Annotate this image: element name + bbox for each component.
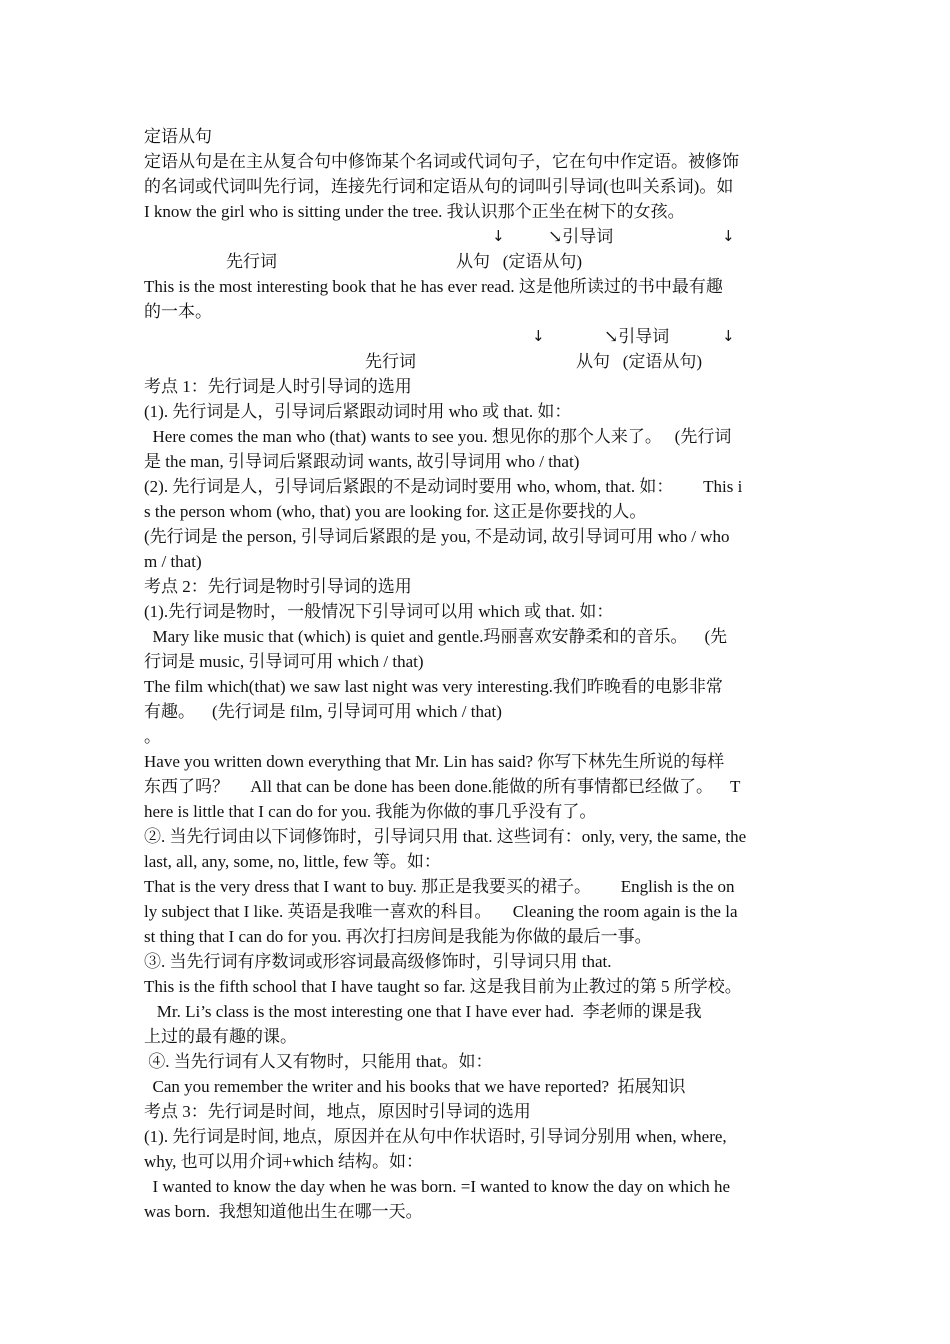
text-line: ②. 当先行词由以下词修饰时，引导词只用 that. 这些词有：only, very, the same, the: [144, 827, 747, 846]
text-line: I know the girl who is sitting under the tree. 我认识那个正坐在树下的女孩。: [144, 202, 685, 221]
text-line: Can you remember the writer and his books that we have reported? 拓展知识: [144, 1077, 686, 1096]
text-line: here is little that I can do for you. 我能为你做的事几乎没有了。: [144, 802, 597, 821]
text-line: That is the very dress that I want to buy. 那正是我要买的裙子。 English is the on: [144, 877, 735, 896]
text-line: ③. 当先行词有序数词或形容词最高级修饰时，引导词只用 that.: [144, 952, 612, 971]
text-line: 的一本。: [144, 302, 212, 321]
text-line: (1). 先行词是人，引导词后紧跟动词时用 who 或 that. 如：: [144, 402, 572, 421]
down-arrow-icon: ↓: [722, 227, 735, 245]
text-line: s the person whom (who, that) you are looking for. 这正是你要找的人。: [144, 502, 647, 521]
text-line: ly subject that I like. 英语是我唯一喜欢的科目。 Cleaning the room again is the la: [144, 902, 738, 921]
down-arrow-icon: ↓: [492, 227, 505, 245]
text-line: 东西了吗？ All that can be done has been done.能做的所有事情都已经做了。 T: [144, 777, 741, 796]
text-line: The film which(that) we saw last night was very interesting.我们昨晚看的电影非常: [144, 677, 723, 696]
text-line: I wanted to know the day when he was born. =I wanted to know the day on which he: [144, 1177, 731, 1196]
text-line: This is the most interesting book that he has ever read. 这是他所读过的书中最有趣: [144, 277, 723, 296]
text-line: (2). 先行词是人，引导词后紧跟的不是动词时要用 who, whom, that. 如： This i: [144, 477, 743, 496]
text-line: why, 也可以用介词+which 结构。如：: [144, 1152, 424, 1171]
text-line: Here comes the man who (that) wants to see you. 想见你的那个人来了。 (先行词: [144, 427, 732, 446]
antecedent-label: 先行词: [365, 352, 416, 371]
text-line: (先行词是 the person, 引导词后紧跟的是 you, 不是动词, 故引导词可用 who / who: [144, 527, 730, 546]
text-line: 的名词或代词叫先行词，连接先行词和定语从句的词叫引导词(也叫关系词)。如: [144, 177, 734, 196]
text-line: This is the fifth school that I have taught so far. 这是我目前为止教过的第 5 所学校。: [144, 977, 742, 996]
text-line: Mr. Li’s class is the most interesting one that I have ever had. 李老师的课是我: [144, 1002, 702, 1021]
down-arrow-icon: ↓: [722, 327, 735, 345]
text-line: (1). 先行词是时间, 地点，原因并在从句中作状语时, 引导词分别用 when, where,: [144, 1127, 727, 1146]
section-heading: 考点 2：先行词是物时引导词的选用: [144, 577, 412, 596]
clause-label: 从句 (定语从句): [576, 352, 703, 371]
guide-word-label: ↘引导词: [548, 227, 614, 246]
down-arrow-icon: ↓: [532, 327, 545, 345]
text-line: (1).先行词是物时，一般情况下引导词可以用 which 或 that. 如：: [144, 602, 614, 621]
section-heading: 考点 3：先行词是时间，地点，原因时引导词的选用: [144, 1102, 531, 1121]
text-line: 有趣。 (先行词是 film, 引导词可用 which / that): [144, 702, 502, 721]
guide-word-label: ↘引导词: [604, 327, 670, 346]
text-line: ④. 当先行词有人又有物时，只能用 that。如：: [144, 1052, 493, 1071]
text-line: 是 the man, 引导词后紧跟动词 wants, 故引导词用 who / that): [144, 452, 580, 471]
text-line: 行词是 music, 引导词可用 which / that): [144, 652, 424, 671]
text-line: m / that): [144, 552, 202, 571]
clause-label: 从句 (定语从句): [456, 252, 583, 271]
text-line: was born. 我想知道他出生在哪一天。: [144, 1202, 423, 1221]
text-line: st thing that I can do for you. 再次打扫房间是我能为你做的最后一事。: [144, 927, 652, 946]
doc-title: 定语从句: [144, 127, 212, 146]
text-line: Mary like music that (which) is quiet and gentle.玛丽喜欢安静柔和的音乐。 (先: [144, 627, 728, 646]
text-line: Have you written down everything that Mr. Lin has said? 你写下林先生所说的每样: [144, 752, 725, 771]
text-line: 上过的最有趣的课。: [144, 1027, 297, 1046]
text-line: last, all, any, some, no, little, few 等。如：: [144, 852, 441, 871]
antecedent-label: 先行词: [226, 252, 277, 271]
text-line: 。: [144, 727, 161, 746]
section-heading: 考点 1：先行词是人时引导词的选用: [144, 377, 412, 396]
text-line: 定语从句是在主从复合句中修饰某个名词或代词句子，它在句中作定语。被修饰: [144, 152, 739, 171]
